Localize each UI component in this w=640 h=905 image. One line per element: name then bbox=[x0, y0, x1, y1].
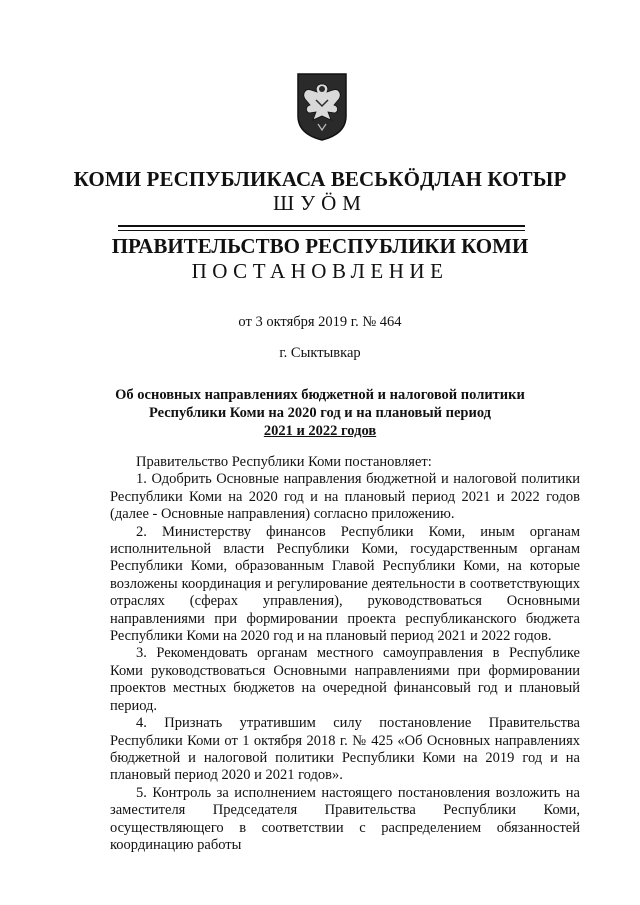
government-title: ПРАВИТЕЛЬСТВО РЕСПУБЛИКИ КОМИ bbox=[111, 234, 529, 258]
subject-line-2: Республики Коми на 2020 год и на плановый период bbox=[148, 405, 492, 421]
paragraph-1: 1. Одобрить Основные направления бюджетной и налоговой политики Республики Коми на 2020 год и на плановый период 2021 и 2022 годов (далее - Основные направления) согласно приложению. bbox=[110, 471, 580, 523]
document-body bbox=[110, 454, 580, 854]
document-type-title: ПОСТАНОВЛЕНИЕ bbox=[191, 259, 449, 283]
header-divider-thick bbox=[118, 225, 525, 227]
komi-language-title: КОМИ РЕСПУБЛИКАСА ВЕСЬКÖДЛАН КОТЫР bbox=[73, 167, 567, 191]
paragraph-2: 2. Министерству финансов Республики Коми, иным органам исполнительной власти Республики Коми, государственным органам Республики Коми, образованным Главой Республики Коми, на которые возложены координация и регулирование деятельности в соответствующих отраслях (сферах управления), руководствоваться Основными направлениями при формировании проекта республиканского бюджета Республики Коми на 2020 год и на плановый период 2021 и 2022 годов. bbox=[110, 523, 580, 645]
subject-line-3 bbox=[110, 422, 530, 440]
preamble-paragraph: Правительство Республики Коми постановляет: bbox=[136, 454, 432, 470]
paragraph-5: 5. Контроль за исполнением настоящего постановления возложить на заместителя Председателя Правительства Республики Коми, осуществляющего в соответствии с распределением обязанностей координацию работы bbox=[110, 784, 580, 853]
komi-language-subtitle: ШУÖМ bbox=[273, 191, 367, 215]
paragraph-3: 3. Рекомендовать органам местного самоуправления в Республике Коми руководствоваться Основными направлениями при формировании проектов местных бюджетов на очередной финансовый год и плановый период. bbox=[110, 645, 580, 714]
document-date-number: от 3 октября 2019 г. № 464 bbox=[238, 314, 402, 330]
paragraph-4: 4. Признать утратившим силу постановление Правительства Республики Коми от 1 октября 2018 г. № 425 «Об Основных направлениях бюджетной и налоговой политики Республики Коми на 2019 год и на плановый период 2020 и 2021 годов». bbox=[110, 715, 580, 784]
komi-coat-of-arms-icon bbox=[296, 72, 348, 142]
header-divider-thin bbox=[118, 230, 525, 231]
document-city: г. Сыктывкар bbox=[279, 345, 361, 361]
document-subject bbox=[110, 386, 530, 440]
subject-line-1: Об основных направлениях бюджетной и налоговой политики bbox=[115, 387, 525, 403]
subject-line-3-text: 2021 и 2022 годов bbox=[263, 423, 377, 439]
